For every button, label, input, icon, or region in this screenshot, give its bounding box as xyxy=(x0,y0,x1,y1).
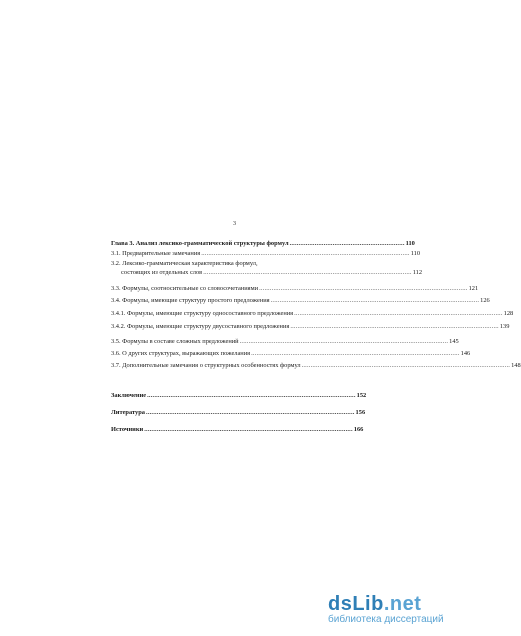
toc-entry-page: 128 xyxy=(503,309,514,317)
toc-entry-literature xyxy=(111,407,366,416)
toc-entry-page: 126 xyxy=(480,296,490,304)
toc-leader: .................................................................................................................... xyxy=(203,268,412,276)
toc-entry-title: 3.4.1. Формулы, имеющие структуру односоставного предложения xyxy=(111,309,294,317)
toc-leader: .................................................................................................................... xyxy=(251,349,460,357)
toc-entry-3-1 xyxy=(111,248,421,257)
toc-leader: .................................................................................................................... xyxy=(146,408,355,416)
toc-entry-conclusion xyxy=(111,390,367,399)
toc-entry-title: 3.4. Формулы, имеющие структуру простого предложения xyxy=(111,296,270,304)
toc-entry-title: 3.4.2. Формулы, имеющие структуру двусоставного предложения xyxy=(111,322,290,330)
toc-leader: .................................................................................................................... xyxy=(201,249,410,257)
toc-entry-3-2-line2 xyxy=(111,267,423,276)
toc-entry-title: 3.3. Формулы, соотносительные со словосочетаниями xyxy=(111,284,259,292)
toc-leader: .................................................................................................................... xyxy=(290,322,499,330)
toc-entry-3-4 xyxy=(111,295,490,304)
toc-entry-3-6 xyxy=(111,348,471,357)
toc-entry-3-3 xyxy=(111,283,479,292)
toc-entry-title: Заключение xyxy=(111,391,147,399)
logo-suffix-text: .net xyxy=(383,593,422,615)
logo-main-text: dsLib xyxy=(328,593,384,615)
site-watermark xyxy=(328,593,448,625)
toc-entry-title: 3.6. О других структурах, выражающих пожелания xyxy=(111,349,251,357)
toc-entry-page: 112 xyxy=(412,268,423,276)
toc-entry-title: Глава 3. Анализ лексико-грамматической структуры формул xyxy=(111,239,289,247)
toc-entry-page: 148 xyxy=(511,361,521,369)
toc-entry-page: 110 xyxy=(405,239,415,247)
toc-entry-3-4-2 xyxy=(111,321,510,330)
toc-entry-sources xyxy=(111,424,364,433)
toc-entry-chapter-3 xyxy=(111,238,415,247)
toc-leader: .................................................................................................................... xyxy=(239,337,449,345)
site-subtitle: библиотека диссертаций xyxy=(328,614,444,625)
toc-leader: .................................................................................................................... xyxy=(270,296,480,304)
toc-leader: .................................................................................................................... xyxy=(301,361,511,369)
page-number: 3 xyxy=(233,221,236,227)
toc-entry-title: 3.5. Формулы в составе сложных предложений xyxy=(111,337,239,345)
toc-entry-page: 152 xyxy=(356,391,367,399)
toc-entry-title: Литература xyxy=(111,408,146,416)
toc-entry-page: 156 xyxy=(355,408,366,416)
toc-leader: .................................................................................................................... xyxy=(294,309,503,317)
toc-entry-page: 166 xyxy=(353,425,364,433)
toc-entry-page: 139 xyxy=(499,322,510,330)
toc-entry-page: 145 xyxy=(449,337,459,345)
toc-leader: ................................................................ xyxy=(289,239,405,247)
toc-entry-title: Источники xyxy=(111,425,144,433)
toc-entry-title-continued: состоящих из отдельных слов xyxy=(121,268,203,276)
toc-leader: .................................................................................................................... xyxy=(147,391,356,399)
toc-entry-3-7 xyxy=(111,360,521,369)
toc-entry-3-2-line1 xyxy=(111,258,347,267)
toc-leader: .................................................................................................................... xyxy=(144,425,353,433)
toc-entry-3-5 xyxy=(111,336,459,345)
toc-entry-title: 3.7. Дополнительные замечания о структурных особенностях формул xyxy=(111,361,301,369)
toc-entry-page: 121 xyxy=(468,284,479,292)
toc-entry-title: 3.2. Лексико-грамматическая характеристика формул, xyxy=(111,259,258,267)
toc-entry-page: 110 xyxy=(410,249,421,257)
site-logo xyxy=(328,593,448,616)
toc-entry-title: 3.1. Предварительные замечания xyxy=(111,249,201,257)
toc-leader: .................................................................................................................... xyxy=(259,284,468,292)
toc-entry-page: 146 xyxy=(460,349,471,357)
toc-entry-3-4-1 xyxy=(111,308,514,317)
